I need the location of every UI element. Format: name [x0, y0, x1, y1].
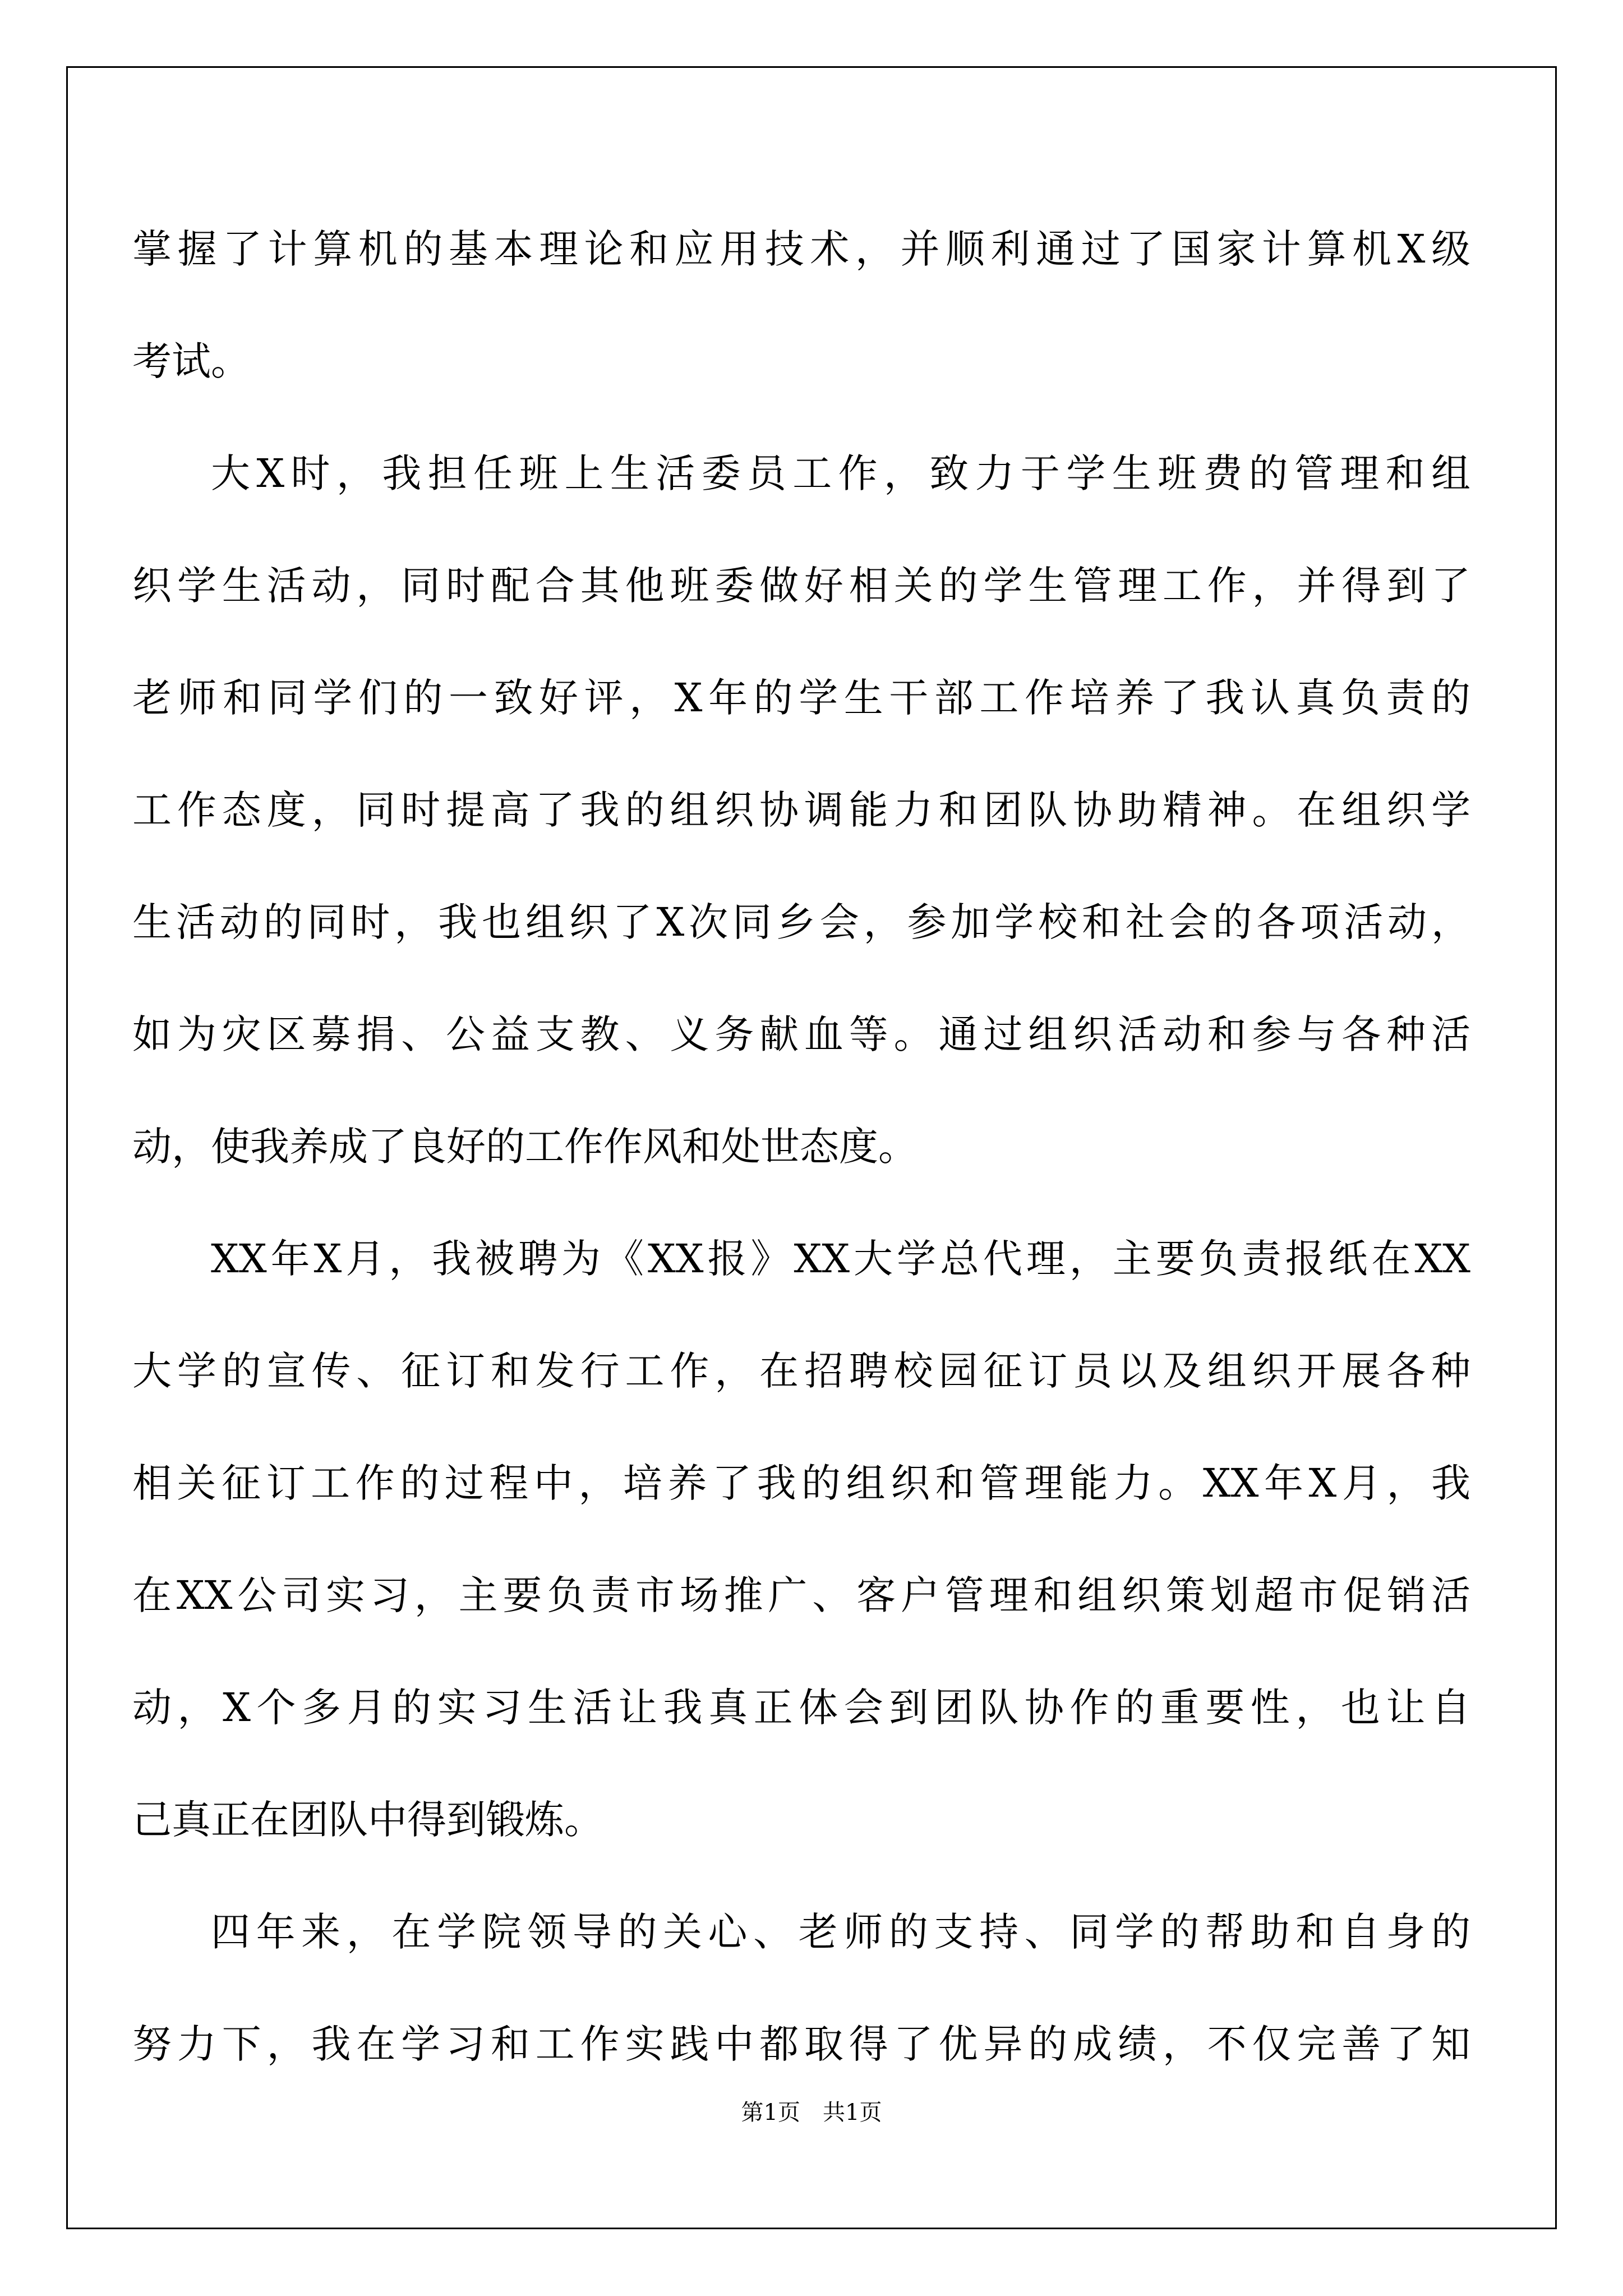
text-line: 大X时，我担任班上生活委员工作，致力于学生班费的管理和组 [211, 450, 1470, 496]
text-line: 老师和同学们的一致好评，X年的学生干部工作培养了我认真负责的 [132, 675, 1470, 721]
text-line: 生活动的同时，我也组织了X次同乡会，参加学校和社会的各项活动， [132, 899, 1470, 945]
text-line: 考试。 [132, 338, 250, 384]
text-line: 大学的宣传、征订和发行工作，在招聘校园征订员以及组织开展各种 [132, 1348, 1470, 1394]
text-line: XX年X月，我被聘为《XX报》XX大学总代理，主要负责报纸在XX [211, 1236, 1470, 1282]
text-line: 动，使我养成了良好的工作作风和处世态度。 [132, 1124, 917, 1170]
page-footer: 第1页 共1页 [741, 2100, 882, 2125]
text-line: 动，X个多月的实习生活让我真正体会到团队协作的重要性，也让自 [132, 1685, 1470, 1731]
text-line: 己真正在团队中得到锻炼。 [132, 1797, 603, 1843]
text-line: 相关征订工作的过程中，培养了我的组织和管理能力。XX年X月，我 [132, 1460, 1470, 1506]
text-line: 四年来，在学院领导的关心、老师的支持、同学的帮助和自身的 [211, 1909, 1470, 1955]
text-line: 工作态度，同时提高了我的组织协调能力和团队协助精神。在组织学 [132, 787, 1470, 833]
text-line: 努力下，我在学习和工作实践中都取得了优异的成绩，不仅完善了知 [132, 2021, 1470, 2067]
text-line: 掌握了计算机的基本理论和应用技术，并顺利通过了国家计算机X级 [132, 226, 1470, 272]
text-line: 织学生活动，同时配合其他班委做好相关的学生管理工作，并得到了 [132, 563, 1470, 609]
text-line: 在XX公司实习，主要负责市场推广、客户管理和组织策划超市促销活 [132, 1572, 1470, 1618]
text-line: 如为灾区募捐、公益支教、义务献血等。通过组织活动和参与各种活 [132, 1011, 1470, 1057]
